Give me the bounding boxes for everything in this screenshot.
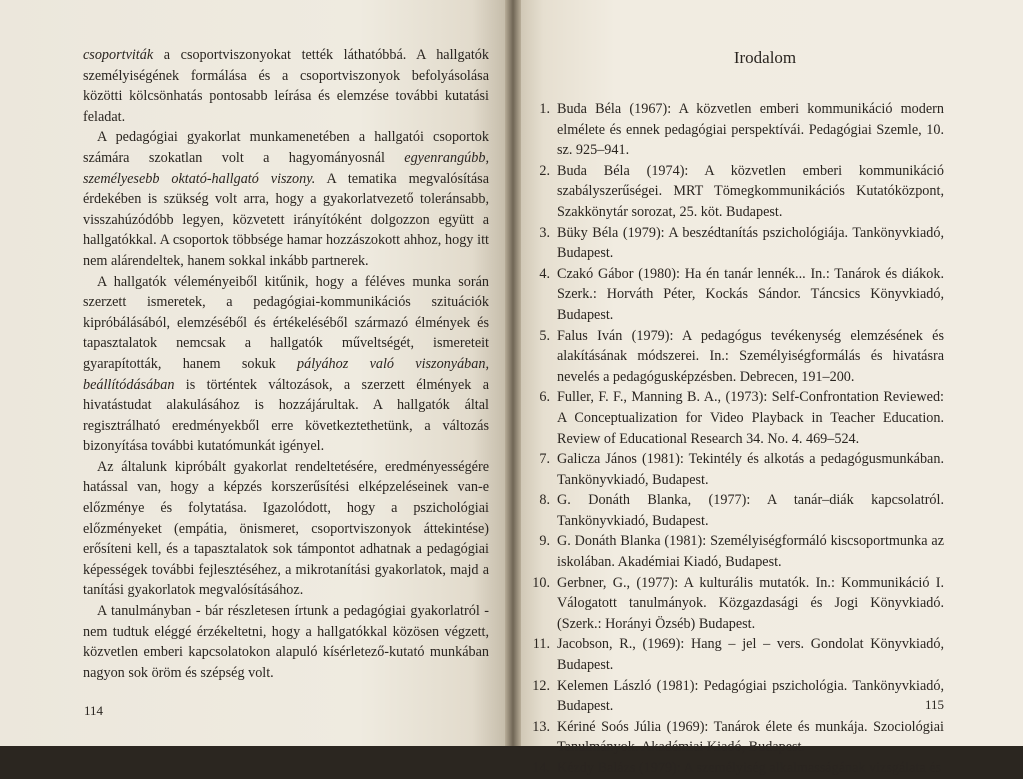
reference-item bbox=[524, 573, 944, 635]
body-paragraph bbox=[83, 272, 489, 457]
left-page-body-text bbox=[83, 45, 489, 683]
reference-item bbox=[524, 264, 944, 326]
reference-text: Kériné Soós Júlia (1969): Tanárok élete és munkája. Szociológiai Tanulmányok. Akadémiai Kiadó, Budapest. bbox=[557, 718, 944, 756]
reference-text: Buda Béla (1974): A közvetlen emberi kommunikáció szabályszerűségei. MRT Tömegkommunikációs Kutatóközpont, Szakkönytár sorozat, 25. köt. Budapest. bbox=[557, 162, 944, 220]
reference-number: 12. bbox=[532, 677, 550, 694]
reference-item bbox=[524, 676, 944, 717]
reference-number: 14. bbox=[532, 760, 550, 776]
reference-text: Kézdy Balázs (1979): A személyiség alkalmasságának vizsgálata és bbox=[557, 760, 942, 776]
reference-text: Falus Iván (1979): A pedagógus tevékenység elemzésének és alakításának módszerei. In.: Személyiségformálás és hivatásra nevelés a pedagógusképzésben. Debrecen, 191–200. bbox=[557, 327, 944, 385]
reference-item bbox=[524, 99, 944, 161]
reference-item bbox=[524, 326, 944, 388]
reference-text: Gerbner, G., (1977): A kulturális mutatók. In.: Kommunikáció I. Válogatott tanulmányok. Közgazdasági és Jogi Könyvkiadó. (Szerk.: Horányi Özséb) Budapest. bbox=[557, 574, 944, 632]
body-paragraph bbox=[83, 127, 489, 271]
text-run: A hallgatók véleményeiből kitűnik, hogy a féléves munka során szerzett ismeretek, a pedagógiai-kommunikációs szituációk kipróbálásából, elemzéséből és értékeléséből származó élmények és tapasztalatok nemcsak a hallgatók műveltségét, ismereteit gyarapították, hanem sokuk bbox=[83, 273, 489, 372]
text-run: a csoportviszonyokat tették láthatóbbá. A hallgatók személyiségének formálása és a csoportviszonyok befolyásolása közötti kölcsönhatás pontosabb leírása és elemzése további kutatási feladat. bbox=[83, 47, 489, 125]
emphasized-text: pályához való viszonyában, beállítódásában bbox=[83, 355, 489, 393]
reference-number: 11. bbox=[532, 636, 550, 653]
left-page-number: 114 bbox=[84, 703, 104, 718]
reference-number: 8. bbox=[539, 492, 550, 509]
reference-number: 1. bbox=[539, 101, 550, 117]
reference-number: 6. bbox=[539, 389, 550, 406]
reference-text: Galicza János (1981): Tekintély és alkotás a pedagógusmunkában. Tankönyvkiadó, Budapest. bbox=[557, 451, 944, 488]
body-paragraph bbox=[83, 601, 489, 683]
emphasized-text: csoportviták bbox=[83, 47, 154, 63]
reference-number: 5. bbox=[539, 327, 550, 344]
reference-text: Czakó Gábor (1980): Ha én tanár lennék... In.: Tanárok és diákok. Szerk.: Horváth Péter, Kockás Sándor. Táncsics Könyvkiadó, Budapest. bbox=[557, 265, 944, 323]
reference-number: 13. bbox=[532, 718, 550, 735]
reference-number: 7. bbox=[539, 451, 550, 468]
reference-number: 4. bbox=[539, 265, 550, 282]
reference-text: G. Donáth Blanka (1981): Személyiségformáló kiscsoportmunka az iskolában. Akadémiai Kiadó, Budapest. bbox=[557, 533, 944, 571]
reference-item bbox=[524, 387, 944, 449]
text-run: A tematika megvalósítása érdekében is szükség volt arra, hogy a gyakorlatvezető toleránsabb, visszahúzódóbb legyen, közvetett irányítóként dolgozzon együtt a hallgatókkal. A csoportok többsége hamar hozzászokott ahhoz, hogy itt nem alárendeltek, hanem sokkal inkább partnerek. bbox=[83, 170, 489, 269]
body-paragraph bbox=[83, 457, 489, 601]
reference-item bbox=[524, 449, 944, 490]
reference-text: Kelemen László (1981): Pedagógiai pszichológia. Tankönyvkiadó, Budapest. bbox=[557, 677, 944, 715]
reference-number: 3. bbox=[539, 224, 550, 241]
reference-item bbox=[524, 758, 944, 779]
text-run: A pedagógiai gyakorlat munkamenetében a hallgatói csoportok számára szokatlan volt a hagyományosnál bbox=[83, 129, 489, 166]
reference-item bbox=[524, 531, 944, 572]
book-gutter bbox=[505, 0, 521, 746]
left-page bbox=[0, 0, 513, 746]
references-heading: Irodalom bbox=[733, 48, 797, 67]
reference-text: Jacobson, R., (1969): Hang – jel – vers. Gondolat Könyvkiadó, Budapest. bbox=[557, 636, 944, 674]
right-page-number: 115 bbox=[925, 697, 945, 712]
reference-list bbox=[524, 99, 944, 779]
reference-number: 10. bbox=[532, 574, 550, 591]
reference-item bbox=[524, 223, 944, 264]
reference-item bbox=[524, 634, 944, 675]
reference-text: Büky Béla (1979): A beszédtanítás pszichológiája. Tankönyvkiadó, Budapest. bbox=[557, 224, 944, 262]
reference-item bbox=[524, 161, 944, 223]
reference-text: G. Donáth Blanka, (1977): A tanár–diák kapcsolatról. Tankönyvkiadó, Budapest. bbox=[557, 492, 944, 529]
reference-number: 9. bbox=[539, 533, 550, 550]
reference-number: 2. bbox=[539, 162, 550, 179]
text-run: A tanulmányban - bár részletesen írtunk a pedagógiai gyakorlatról - nem tudtuk eléggé érzékeltetni, hogy a hallgatókkal közösen végzett, közvetlen emberi kapcsolatokon alapuló kísérletező-kutató munkában nagyon sok öröm és szépség volt. bbox=[83, 603, 489, 681]
reference-text: Fuller, F. F., Manning B. A., (1973): Self-Confrontation Reviewed: A Conceptualization for Video Playback in Teacher Education. Review of Educational Research 34. No. 4. 469–524. bbox=[557, 389, 944, 447]
reference-item bbox=[524, 490, 944, 531]
text-run: Az általunk kipróbált gyakorlat rendeltetésére, eredményességére hatással van, hogy a képzés korszerűsítési elképzeléseinek van-e előzménye és folytatása. Igazolódott, hogy a pszichológiai előzményeket (empátia, önismeret, csoportviszonyok áttekintése) erősíteni kell, és a tapasztalatok sok támpontot adhatnak a pedagógiai képességek további fejlesztéséhez, a mikrotanítási gyakorlatok, majd a tanítási gyakorlatok megvalósításához. bbox=[83, 458, 489, 599]
reference-item bbox=[524, 717, 944, 758]
reference-text: Buda Béla (1967): A közvetlen emberi kommunikáció modern elmélete és ennek pedagógiai perspektívái. Pedagógiai Szemle, 10. sz. 925–941. bbox=[557, 101, 944, 159]
body-paragraph bbox=[83, 45, 489, 127]
text-run: is történtek változások, a szerzett élmények a hivatástudat alakulásához is hozzájárultak. A hallgatók által regisztrálható eredményekből erre következtethetünk, a változás bizonyítása további kutatómunkát igényel. bbox=[83, 376, 489, 455]
emphasized-text: egyenrangúbb, személyesebb oktató-hallgató viszony. bbox=[83, 149, 489, 187]
